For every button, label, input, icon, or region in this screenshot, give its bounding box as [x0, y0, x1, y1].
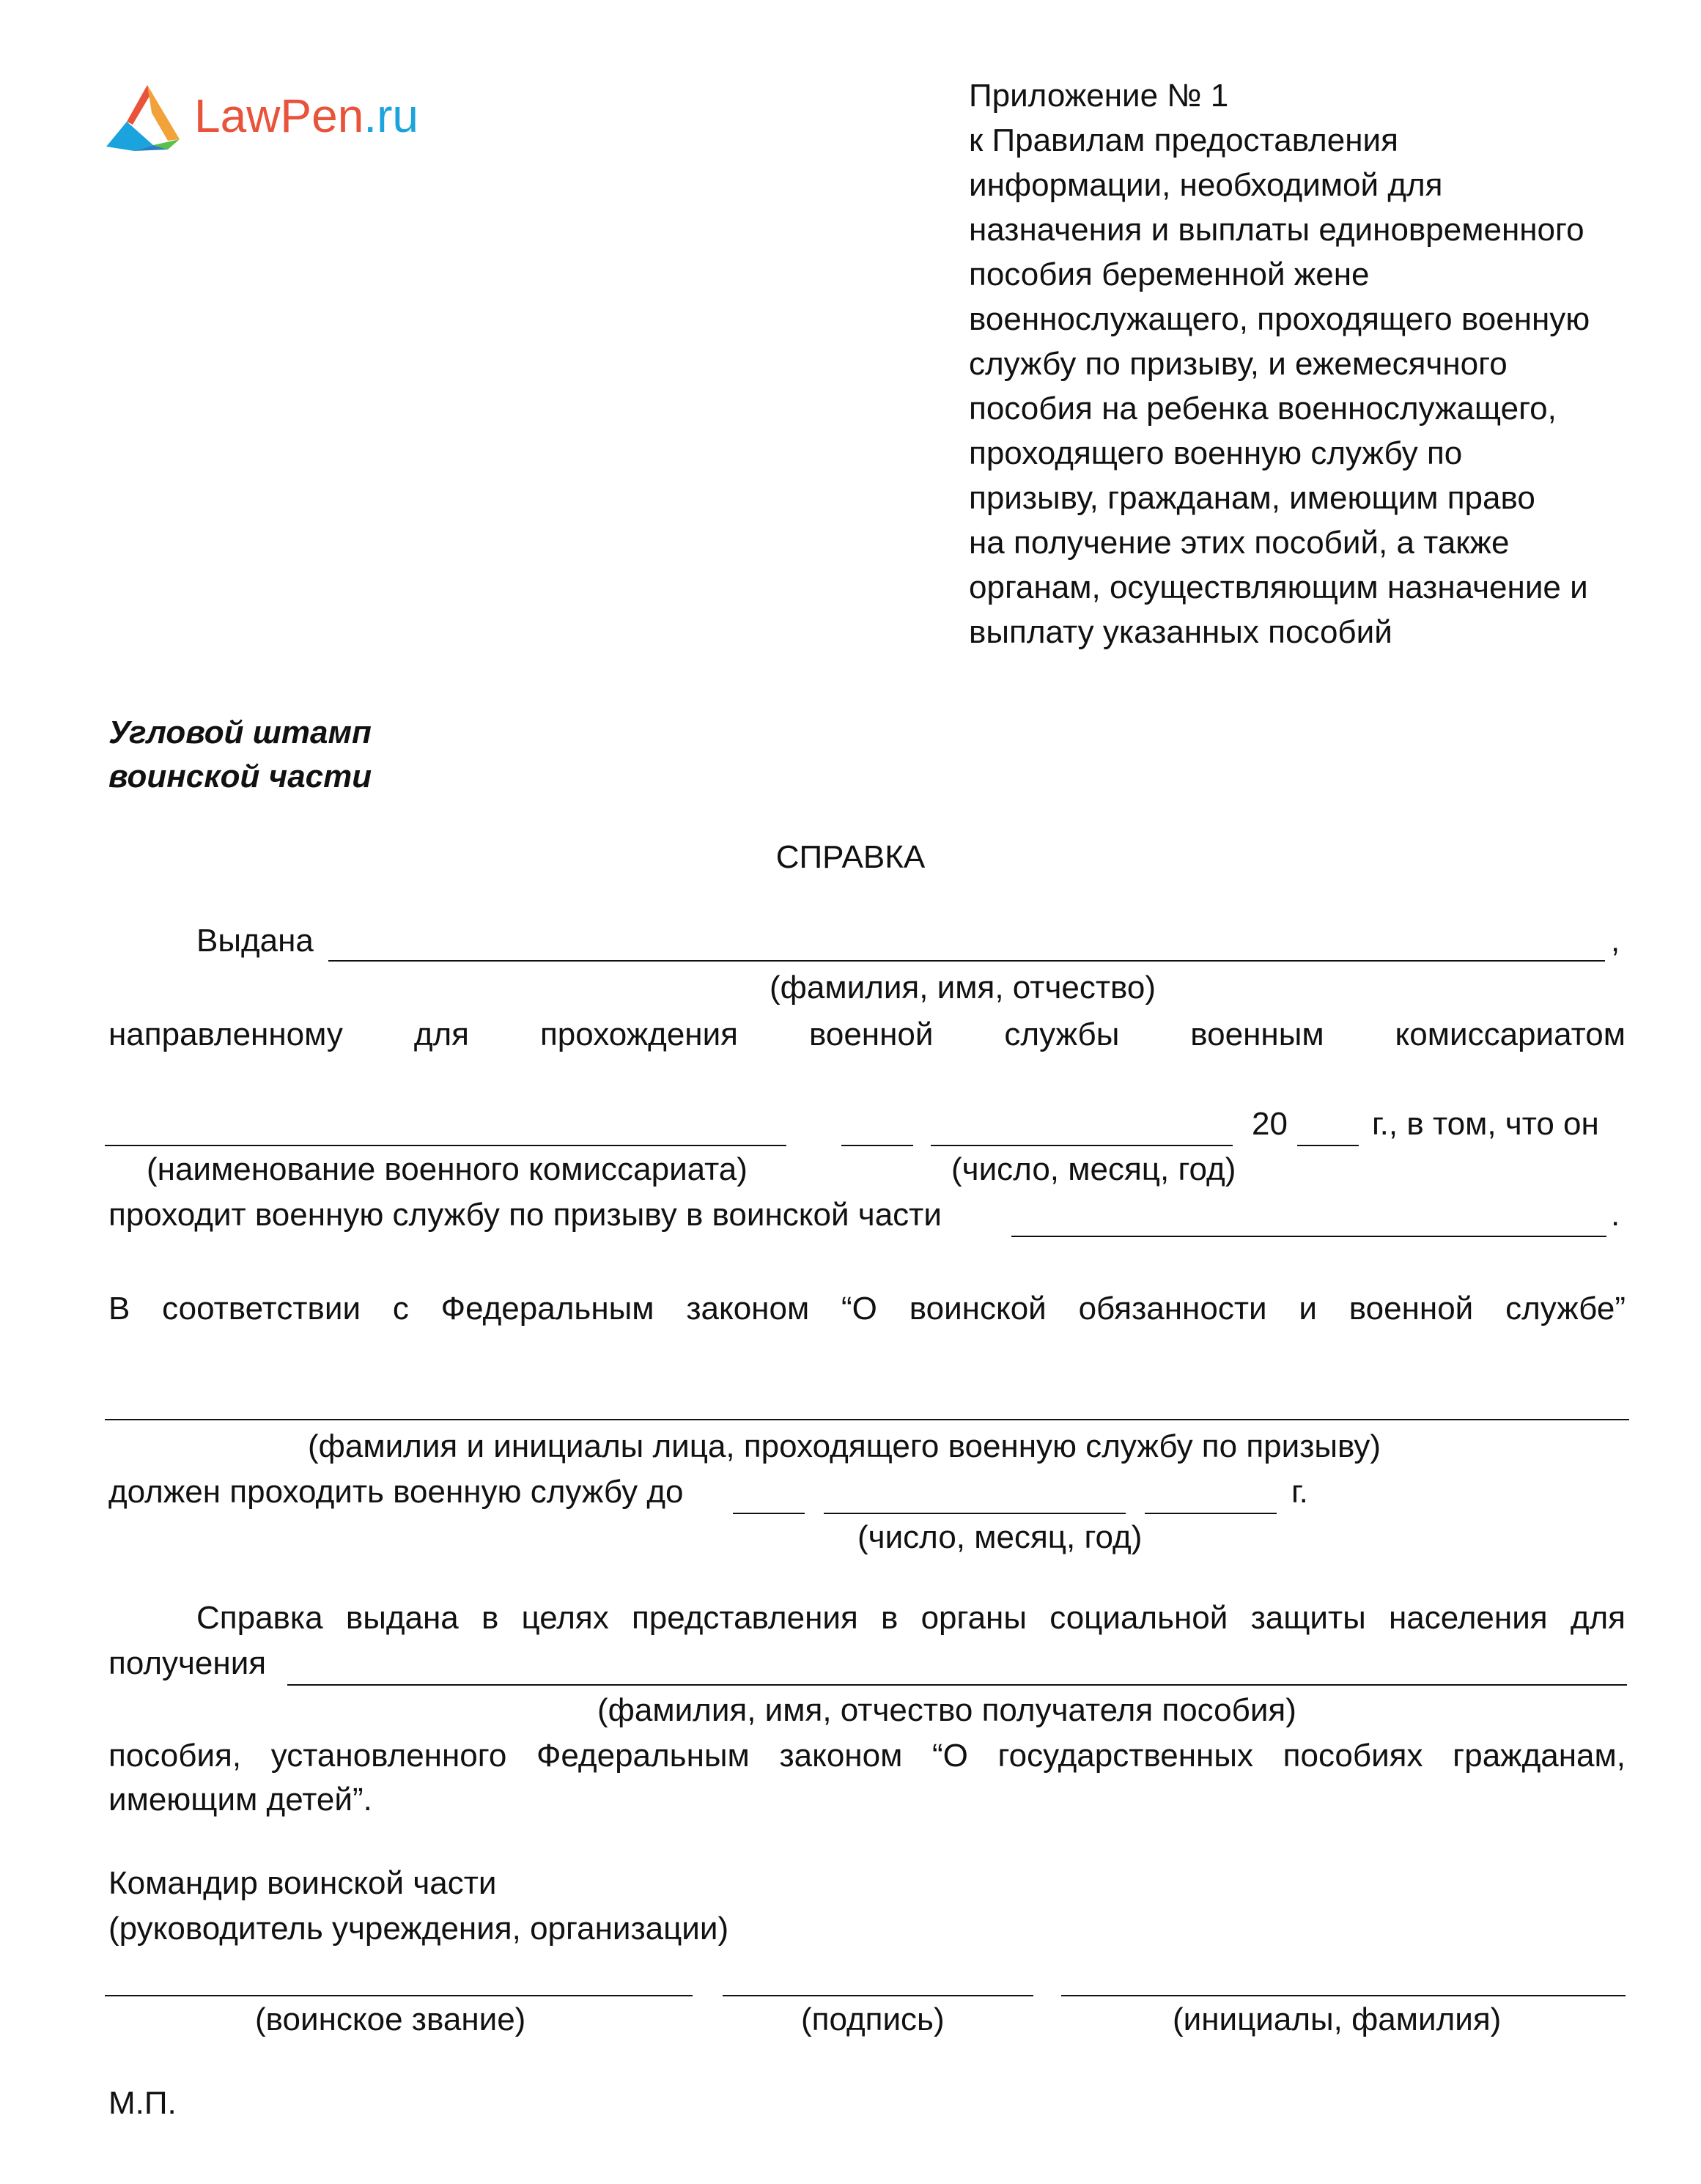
commissariat-year-field[interactable] — [1297, 1145, 1359, 1146]
seal-label: М.П. — [108, 2085, 177, 2121]
issued-comma: , — [1611, 923, 1620, 959]
signature-caption: (подпись) — [801, 2002, 945, 2037]
logo-text — [194, 88, 418, 144]
appendix-line: к Правилам предоставления — [969, 122, 1398, 158]
corner-stamp-label — [108, 711, 372, 799]
year-prefix: 20 — [1252, 1106, 1288, 1142]
appendix-line: пособия на ребенка военнослужащего, — [969, 391, 1557, 427]
issued-label: Выдана — [196, 923, 314, 959]
purpose-label: получения — [108, 1645, 267, 1681]
commander-line-2: (руководитель учреждения, организации) — [108, 1911, 729, 1947]
logo-tld: .ru — [364, 89, 418, 142]
until-date-caption: (число, месяц, год) — [857, 1519, 1143, 1555]
logo-brand: LawPen — [194, 89, 364, 142]
serviceman-name-field[interactable] — [105, 1419, 1629, 1420]
appendix-line: на получение этих пособий, а также — [969, 525, 1510, 561]
commissariat-name-field[interactable] — [105, 1145, 786, 1146]
until-day-field[interactable] — [733, 1513, 805, 1514]
purpose-line-4: имеющим детей”. — [108, 1782, 372, 1818]
serves-dot: . — [1611, 1197, 1620, 1233]
appendix-line: военнослужащего, проходящего военную — [969, 301, 1590, 337]
document-title: СПРАВКА — [775, 839, 926, 875]
rank-field[interactable] — [105, 1995, 693, 1996]
until-text: должен проходить военную службу до — [108, 1474, 684, 1510]
appendix-line: информации, необходимой для — [969, 167, 1443, 203]
issued-name-field[interactable] — [328, 960, 1605, 962]
serves-text: проходит военную службу по призыву в воинской части — [108, 1197, 942, 1233]
recipient-name-field[interactable] — [287, 1684, 1627, 1686]
lawpen-logo — [105, 79, 486, 152]
appendix-line: пособия беременной жене — [969, 257, 1370, 292]
stamp-line-1: Угловой штамп — [108, 715, 372, 750]
appendix-header — [969, 73, 1672, 654]
law-text: В соответствии с Федеральным законом “О воинской обязанности и военной службе” — [108, 1291, 1626, 1327]
serviceman-name-caption: (фамилия и инициалы лица, проходящего военную службу по призыву) — [308, 1428, 1381, 1464]
directed-text: направленному для прохождения военной службы военным комиссариатом — [108, 1017, 1626, 1052]
recipient-name-caption: (фамилия, имя, отчество получателя пособия) — [597, 1692, 1296, 1728]
commissariat-suffix: г., в том, что он — [1372, 1106, 1599, 1142]
commander-line-1: Командир воинской части — [108, 1865, 497, 1901]
appendix-line: службу по призыву, и ежемесячного — [969, 346, 1508, 382]
until-month-field[interactable] — [824, 1513, 1126, 1514]
logo-triangle-icon — [105, 79, 185, 152]
appendix-line: проходящего военную службу по — [969, 435, 1463, 471]
commander-name-field[interactable] — [1061, 1995, 1626, 1996]
until-suffix: г. — [1291, 1474, 1308, 1510]
appendix-line: выплату указанных пособий — [969, 614, 1392, 650]
purpose-line-3: пособия, установленного Федеральным законом “О государственных пособиях гражданам, — [108, 1738, 1626, 1774]
rank-caption: (воинское звание) — [255, 2002, 526, 2037]
commissariat-date-caption: (число, месяц, год) — [951, 1151, 1236, 1187]
commissariat-month-field[interactable] — [931, 1145, 1233, 1146]
appendix-line: Приложение № 1 — [969, 78, 1229, 114]
commissariat-day-field[interactable] — [841, 1145, 913, 1146]
appendix-line: назначения и выплаты единовременного — [969, 212, 1584, 248]
commissariat-name-caption: (наименование военного комиссариата) — [147, 1151, 748, 1187]
stamp-line-2: воинской части — [108, 759, 372, 794]
until-year-field[interactable] — [1145, 1513, 1277, 1514]
military-unit-field[interactable] — [1011, 1236, 1606, 1237]
purpose-line-1: Справка выдана в целях представления в органы социальной защиты населения для — [196, 1600, 1626, 1636]
appendix-line: органам, осуществляющим назначение и — [969, 569, 1588, 605]
commander-name-caption: (инициалы, фамилия) — [1173, 2002, 1502, 2037]
appendix-line: призыву, гражданам, имеющим право — [969, 480, 1535, 516]
issued-name-caption: (фамилия, имя, отчество) — [770, 970, 1156, 1006]
signature-field[interactable] — [723, 1995, 1033, 1996]
